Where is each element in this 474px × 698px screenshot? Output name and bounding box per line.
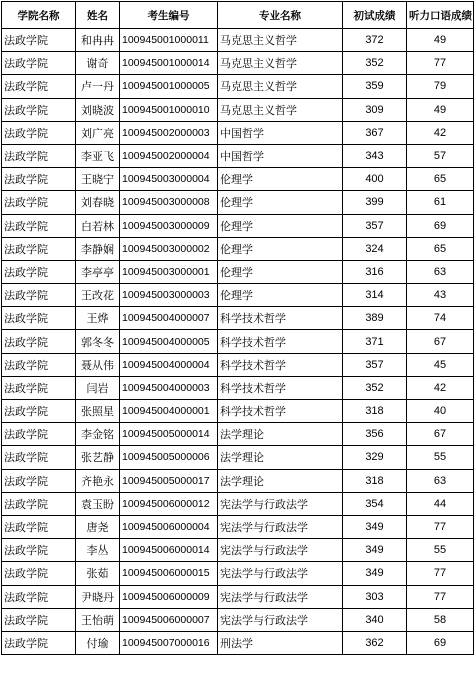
major-cell: 伦理学 xyxy=(218,191,343,214)
table-row xyxy=(2,492,474,515)
candidate-id-cell: 100945002000004 xyxy=(120,144,218,167)
oral-score-cell: 61 xyxy=(407,191,474,214)
name-cell: 王烨 xyxy=(76,307,120,330)
table-row xyxy=(2,75,474,98)
college-cell: 法政学院 xyxy=(2,353,76,376)
written-score-cell: 400 xyxy=(343,168,407,191)
oral-score-cell: 43 xyxy=(407,284,474,307)
oral-score-cell: 49 xyxy=(407,29,474,52)
table-row xyxy=(2,284,474,307)
oral-score-cell: 42 xyxy=(407,121,474,144)
candidate-id-cell: 100945004000001 xyxy=(120,400,218,423)
major-cell: 宪法学与行政法学 xyxy=(218,562,343,585)
name-cell: 李亭亭 xyxy=(76,260,120,283)
oral-score-cell: 55 xyxy=(407,446,474,469)
oral-score-cell: 67 xyxy=(407,423,474,446)
oral-score-cell: 63 xyxy=(407,469,474,492)
college-cell: 法政学院 xyxy=(2,214,76,237)
column-header-name: 姓名 xyxy=(76,2,120,29)
major-cell: 伦理学 xyxy=(218,237,343,260)
major-cell: 伦理学 xyxy=(218,214,343,237)
major-cell: 宪法学与行政法学 xyxy=(218,585,343,608)
college-cell: 法政学院 xyxy=(2,585,76,608)
name-cell: 张照星 xyxy=(76,400,120,423)
name-cell: 李金铭 xyxy=(76,423,120,446)
name-cell: 付瑜 xyxy=(76,631,120,654)
college-cell: 法政学院 xyxy=(2,608,76,631)
table-row xyxy=(2,168,474,191)
table-row xyxy=(2,608,474,631)
written-score-cell: 318 xyxy=(343,400,407,423)
table-row xyxy=(2,191,474,214)
oral-score-cell: 45 xyxy=(407,353,474,376)
column-header-major: 专业名称 xyxy=(218,2,343,29)
college-cell: 法政学院 xyxy=(2,515,76,538)
name-cell: 谢奇 xyxy=(76,52,120,75)
college-cell: 法政学院 xyxy=(2,52,76,75)
major-cell: 法学理论 xyxy=(218,446,343,469)
college-cell: 法政学院 xyxy=(2,492,76,515)
college-cell: 法政学院 xyxy=(2,330,76,353)
name-cell: 尹晓丹 xyxy=(76,585,120,608)
name-cell: 白若林 xyxy=(76,214,120,237)
oral-score-cell: 65 xyxy=(407,168,474,191)
college-cell: 法政学院 xyxy=(2,631,76,654)
table-row xyxy=(2,29,474,52)
oral-score-cell: 49 xyxy=(407,98,474,121)
table-row xyxy=(2,515,474,538)
written-score-cell: 314 xyxy=(343,284,407,307)
candidate-id-cell: 100945004000004 xyxy=(120,353,218,376)
name-cell: 聂从伟 xyxy=(76,353,120,376)
name-cell: 李亚飞 xyxy=(76,144,120,167)
oral-score-cell: 77 xyxy=(407,52,474,75)
name-cell: 张艺静 xyxy=(76,446,120,469)
name-cell: 闫岩 xyxy=(76,376,120,399)
candidate-id-cell: 100945001000010 xyxy=(120,98,218,121)
college-cell: 法政学院 xyxy=(2,469,76,492)
oral-score-cell: 55 xyxy=(407,539,474,562)
table-row xyxy=(2,585,474,608)
name-cell: 李静娴 xyxy=(76,237,120,260)
major-cell: 中国哲学 xyxy=(218,121,343,144)
written-score-cell: 329 xyxy=(343,446,407,469)
major-cell: 马克思主义哲学 xyxy=(218,52,343,75)
name-cell: 刘晓波 xyxy=(76,98,120,121)
column-header-college: 学院名称 xyxy=(2,2,76,29)
oral-score-cell: 77 xyxy=(407,562,474,585)
written-score-cell: 367 xyxy=(343,121,407,144)
name-cell: 和冉冉 xyxy=(76,29,120,52)
college-cell: 法政学院 xyxy=(2,307,76,330)
name-cell: 袁玉盼 xyxy=(76,492,120,515)
college-cell: 法政学院 xyxy=(2,400,76,423)
table-row xyxy=(2,631,474,654)
major-cell: 宪法学与行政法学 xyxy=(218,492,343,515)
candidate-id-cell: 100945001000011 xyxy=(120,29,218,52)
column-header-candidate-id: 考生编号 xyxy=(120,2,218,29)
major-cell: 马克思主义哲学 xyxy=(218,29,343,52)
oral-score-cell: 58 xyxy=(407,608,474,631)
oral-score-cell: 42 xyxy=(407,376,474,399)
candidate-id-cell: 100945005000014 xyxy=(120,423,218,446)
candidate-id-cell: 100945005000006 xyxy=(120,446,218,469)
candidate-id-cell: 100945003000002 xyxy=(120,237,218,260)
oral-score-cell: 77 xyxy=(407,515,474,538)
candidate-id-cell: 100945003000008 xyxy=(120,191,218,214)
written-score-cell: 343 xyxy=(343,144,407,167)
candidate-id-cell: 100945006000012 xyxy=(120,492,218,515)
candidate-id-cell: 100945001000005 xyxy=(120,75,218,98)
candidate-id-cell: 100945005000017 xyxy=(120,469,218,492)
major-cell: 宪法学与行政法学 xyxy=(218,515,343,538)
college-cell: 法政学院 xyxy=(2,191,76,214)
table-row xyxy=(2,353,474,376)
college-cell: 法政学院 xyxy=(2,423,76,446)
written-score-cell: 340 xyxy=(343,608,407,631)
college-cell: 法政学院 xyxy=(2,539,76,562)
name-cell: 卢一丹 xyxy=(76,75,120,98)
college-cell: 法政学院 xyxy=(2,29,76,52)
table-row xyxy=(2,562,474,585)
oral-score-cell: 63 xyxy=(407,260,474,283)
table-row xyxy=(2,446,474,469)
table-row xyxy=(2,144,474,167)
name-cell: 刘广亮 xyxy=(76,121,120,144)
table-row xyxy=(2,52,474,75)
name-cell: 王晓宁 xyxy=(76,168,120,191)
major-cell: 科学技术哲学 xyxy=(218,400,343,423)
college-cell: 法政学院 xyxy=(2,144,76,167)
oral-score-cell: 40 xyxy=(407,400,474,423)
table-row xyxy=(2,307,474,330)
candidate-id-cell: 100945003000001 xyxy=(120,260,218,283)
college-cell: 法政学院 xyxy=(2,284,76,307)
college-cell: 法政学院 xyxy=(2,75,76,98)
name-cell: 郭冬冬 xyxy=(76,330,120,353)
name-cell: 李丛 xyxy=(76,539,120,562)
table-row xyxy=(2,376,474,399)
college-cell: 法政学院 xyxy=(2,98,76,121)
written-score-cell: 349 xyxy=(343,562,407,585)
college-cell: 法政学院 xyxy=(2,237,76,260)
candidate-id-cell: 100945006000015 xyxy=(120,562,218,585)
table-row xyxy=(2,214,474,237)
college-cell: 法政学院 xyxy=(2,376,76,399)
major-cell: 伦理学 xyxy=(218,168,343,191)
college-cell: 法政学院 xyxy=(2,168,76,191)
major-cell: 马克思主义哲学 xyxy=(218,98,343,121)
oral-score-cell: 69 xyxy=(407,631,474,654)
oral-score-cell: 44 xyxy=(407,492,474,515)
major-cell: 法学理论 xyxy=(218,423,343,446)
college-cell: 法政学院 xyxy=(2,260,76,283)
table-row xyxy=(2,237,474,260)
name-cell: 唐尧 xyxy=(76,515,120,538)
candidate-id-cell: 100945004000005 xyxy=(120,330,218,353)
written-score-cell: 359 xyxy=(343,75,407,98)
major-cell: 法学理论 xyxy=(218,469,343,492)
candidate-id-cell: 100945006000014 xyxy=(120,539,218,562)
candidate-id-cell: 100945002000003 xyxy=(120,121,218,144)
name-cell: 刘春晓 xyxy=(76,191,120,214)
table-row xyxy=(2,469,474,492)
candidate-id-cell: 100945006000004 xyxy=(120,515,218,538)
name-cell: 王改花 xyxy=(76,284,120,307)
table-row xyxy=(2,121,474,144)
candidate-id-cell: 100945003000004 xyxy=(120,168,218,191)
major-cell: 宪法学与行政法学 xyxy=(218,539,343,562)
college-cell: 法政学院 xyxy=(2,121,76,144)
written-score-cell: 371 xyxy=(343,330,407,353)
major-cell: 伦理学 xyxy=(218,260,343,283)
written-score-cell: 389 xyxy=(343,307,407,330)
table-header-row xyxy=(2,2,474,29)
written-score-cell: 354 xyxy=(343,492,407,515)
table-row xyxy=(2,98,474,121)
written-score-cell: 316 xyxy=(343,260,407,283)
written-score-cell: 372 xyxy=(343,29,407,52)
oral-score-cell: 77 xyxy=(407,585,474,608)
candidate-id-cell: 100945004000007 xyxy=(120,307,218,330)
college-cell: 法政学院 xyxy=(2,562,76,585)
table-row xyxy=(2,400,474,423)
written-score-cell: 352 xyxy=(343,376,407,399)
candidate-id-cell: 100945006000009 xyxy=(120,585,218,608)
candidate-id-cell: 100945007000016 xyxy=(120,631,218,654)
major-cell: 伦理学 xyxy=(218,284,343,307)
candidate-id-cell: 100945004000003 xyxy=(120,376,218,399)
name-cell: 张茹 xyxy=(76,562,120,585)
oral-score-cell: 67 xyxy=(407,330,474,353)
oral-score-cell: 74 xyxy=(407,307,474,330)
major-cell: 科学技术哲学 xyxy=(218,376,343,399)
column-header-written-score: 初试成绩 xyxy=(343,2,407,29)
written-score-cell: 309 xyxy=(343,98,407,121)
table-row xyxy=(2,260,474,283)
major-cell: 科学技术哲学 xyxy=(218,330,343,353)
college-cell: 法政学院 xyxy=(2,446,76,469)
oral-score-cell: 65 xyxy=(407,237,474,260)
name-cell: 齐艳永 xyxy=(76,469,120,492)
major-cell: 宪法学与行政法学 xyxy=(218,608,343,631)
table-row xyxy=(2,423,474,446)
major-cell: 刑法学 xyxy=(218,631,343,654)
oral-score-cell: 79 xyxy=(407,75,474,98)
table-row xyxy=(2,330,474,353)
written-score-cell: 352 xyxy=(343,52,407,75)
candidate-id-cell: 100945001000014 xyxy=(120,52,218,75)
candidate-id-cell: 100945003000003 xyxy=(120,284,218,307)
oral-score-cell: 69 xyxy=(407,214,474,237)
major-cell: 科学技术哲学 xyxy=(218,353,343,376)
written-score-cell: 349 xyxy=(343,515,407,538)
table-body xyxy=(2,29,474,655)
written-score-cell: 399 xyxy=(343,191,407,214)
table-row xyxy=(2,539,474,562)
written-score-cell: 362 xyxy=(343,631,407,654)
candidate-id-cell: 100945003000009 xyxy=(120,214,218,237)
name-cell: 王怡萌 xyxy=(76,608,120,631)
admission-score-table xyxy=(1,1,474,655)
written-score-cell: 324 xyxy=(343,237,407,260)
written-score-cell: 349 xyxy=(343,539,407,562)
written-score-cell: 318 xyxy=(343,469,407,492)
written-score-cell: 357 xyxy=(343,214,407,237)
oral-score-cell: 57 xyxy=(407,144,474,167)
written-score-cell: 356 xyxy=(343,423,407,446)
major-cell: 中国哲学 xyxy=(218,144,343,167)
written-score-cell: 357 xyxy=(343,353,407,376)
major-cell: 科学技术哲学 xyxy=(218,307,343,330)
major-cell: 马克思主义哲学 xyxy=(218,75,343,98)
candidate-id-cell: 100945006000007 xyxy=(120,608,218,631)
written-score-cell: 303 xyxy=(343,585,407,608)
column-header-oral-score: 听力口语成绩 xyxy=(407,2,474,29)
